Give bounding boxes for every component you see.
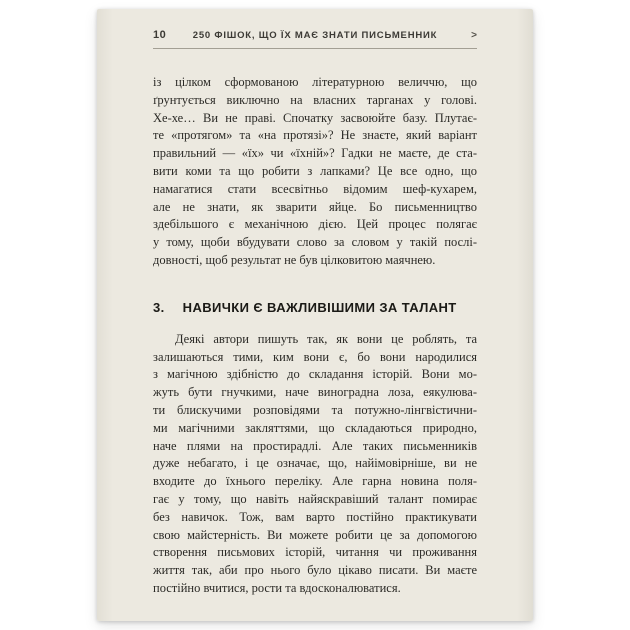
running-title: 250 ФІШОК, ЩО ЇХ МАЄ ЗНАТИ ПИСЬМЕННИК xyxy=(192,30,438,41)
text-line: життя так, аби про нього було цікаво писати. Ви маєте xyxy=(153,563,477,578)
text-line: Деякі автори пишуть так, як вони це роблять, та xyxy=(175,331,477,346)
text-line: довності, щоб результат не був цілковитою маячнею. xyxy=(153,252,436,267)
page-number: 10 xyxy=(153,29,167,41)
section-title: НАВИЧКИ Є ВАЖЛИВІШИМИ ЗА ТАЛАНТ xyxy=(182,299,457,315)
text-line: правильний — «їх» чи «їхній»? Гадки не маєте, де ста- xyxy=(153,146,477,161)
text-line: здебільшого є механічною дією. Цей процес полягає xyxy=(153,217,477,232)
text-line: без навичок. Тож, вам варто постійно практикувати xyxy=(153,509,477,524)
text-line: наче плями на простирадлі. Але таких письменників xyxy=(153,438,477,453)
section-heading xyxy=(153,300,477,315)
text-line: із цілком сформованою літературною величчю, що xyxy=(153,75,477,89)
text-line: ґрунтується виключно на власних тарганах у голові. xyxy=(153,92,477,107)
text-line: ти блискучими розповідями та потужно-лінгвістични- xyxy=(153,402,477,417)
text-line: дуже небагато, і це означає, що, найімовірніше, ви не xyxy=(153,456,477,471)
text-line: вити коми та що робити з лапками? Це все одно, що xyxy=(153,163,477,178)
text-line: у тому, щоби вбудувати слово за словом у такій послі- xyxy=(153,235,477,250)
text-line: з магічною здібністю до складання історій. Вони мо- xyxy=(153,367,477,382)
text-line: постійно вчитися, рости та вдосконалюватися. xyxy=(153,580,401,595)
page-header xyxy=(153,29,477,41)
text-line: гає у тому, що навіть найяскравіший талант помирає xyxy=(153,491,477,506)
text-line: Хе-хе… Ви не праві. Спочатку засвоюйте базу. Плутає- xyxy=(153,110,477,125)
section-number: 3. xyxy=(153,299,165,315)
text-line: ми магічними закляттями, що складаються природно, xyxy=(153,420,477,435)
paragraph-continuation xyxy=(153,74,477,270)
text-line: залишаються тими, ким вони є, бо вони народилися xyxy=(153,349,477,364)
text-line: створення письмових історій, читання чи проживання xyxy=(153,545,477,560)
chevron-right-icon: > xyxy=(471,30,477,41)
paragraph-skills xyxy=(153,331,477,598)
text-line: входите до їхнього переліку. Але гарна новина поля- xyxy=(153,474,477,489)
text-line: намагатися стати всесвітньо відомим шеф-кухарем, xyxy=(153,181,477,196)
text-line: свою майстерність. Ви можете робити це за допомогою xyxy=(153,527,477,542)
text-line: жуть бути гнучкими, наче виноградна лоза, еякулюва- xyxy=(153,385,477,400)
header-rule xyxy=(153,48,477,49)
book-page xyxy=(97,9,533,621)
text-line: те «протягом» та «на протязі»? Не знаєте, який варіант xyxy=(153,128,477,143)
text-line: але не знати, як зварити яйце. Бо письменництво xyxy=(153,199,477,214)
